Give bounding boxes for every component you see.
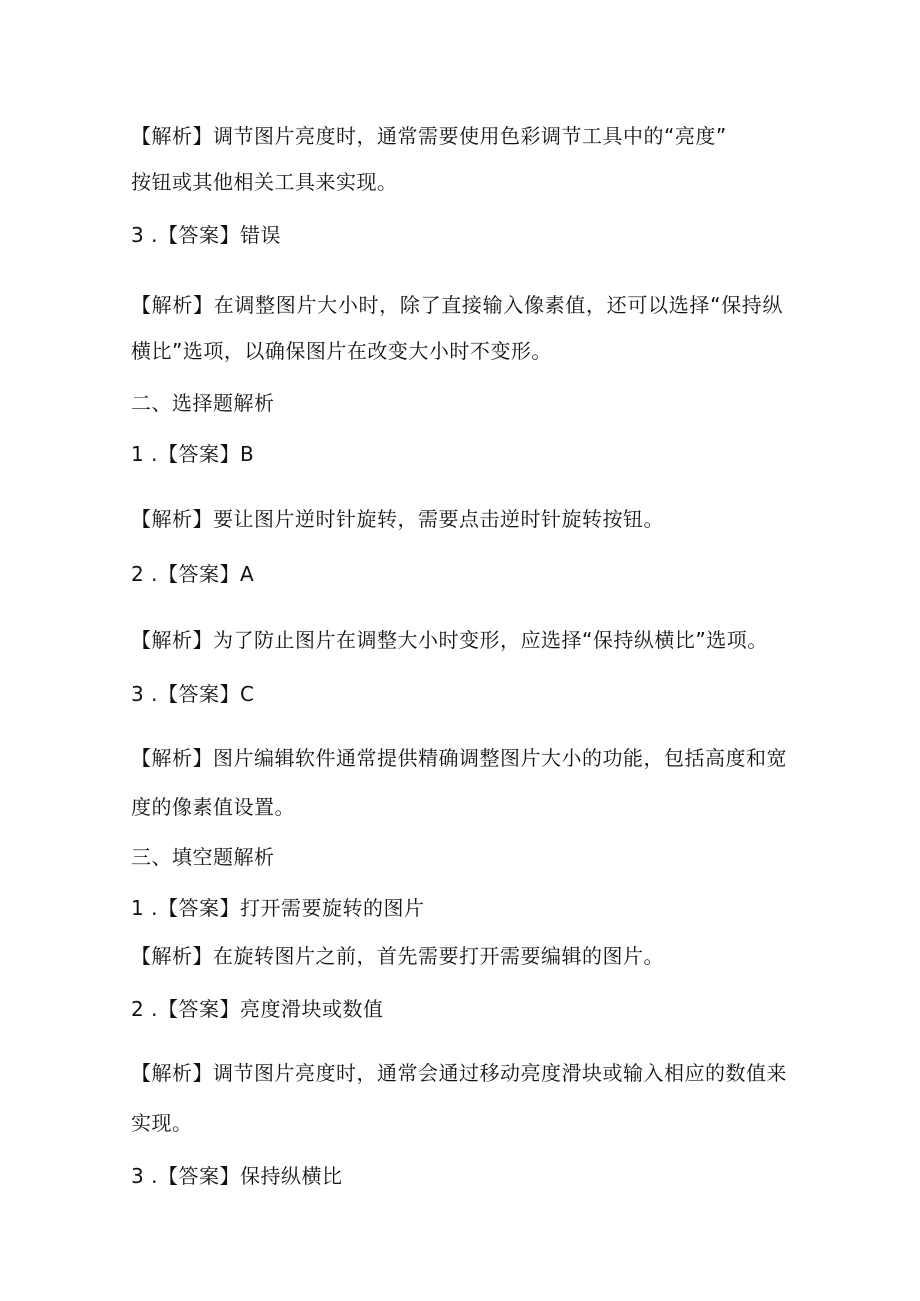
answer-line: 3 .【答案】错误 <box>131 223 281 247</box>
analysis-line-continued: 横比”选项，以确保图片在改变大小时不变形。 <box>131 339 552 363</box>
analysis-line: 【解析】要让图片逆时针旋转，需要点击逆时针旋转按钮。 <box>131 507 664 531</box>
analysis-line: 【解析】调节图片亮度时，通常会通过移动亮度滑块或输入相应的数值来 <box>131 1061 787 1085</box>
analysis-line-continued: 实现。 <box>131 1111 193 1135</box>
answer-line: 1 .【答案】B <box>131 442 255 466</box>
analysis-line-continued: 度的像素值设置。 <box>131 795 295 819</box>
answer-line: 1 .【答案】打开需要旋转的图片 <box>131 896 425 920</box>
analysis-line-continued: 按钮或其他相关工具来实现。 <box>131 170 398 194</box>
answer-line: 2 .【答案】亮度滑块或数值 <box>131 997 384 1021</box>
answer-line: 2 .【答案】A <box>131 562 255 586</box>
section-heading: 二、选择题解析 <box>131 391 275 415</box>
answer-line: 3 .【答案】C <box>131 682 255 706</box>
analysis-line: 【解析】在旋转图片之前，首先需要打开需要编辑的图片。 <box>131 944 664 968</box>
analysis-line: 【解析】调节图片亮度时，通常需要使用色彩调节工具中的“亮度” <box>131 124 727 148</box>
analysis-line: 【解析】为了防止图片在调整大小时变形，应选择“保持纵横比”选项。 <box>131 628 768 652</box>
analysis-line: 【解析】图片编辑软件通常提供精确调整图片大小的功能，包括高度和宽 <box>131 746 787 770</box>
section-heading: 三、填空题解析 <box>131 845 275 869</box>
analysis-line: 【解析】在调整图片大小时，除了直接输入像素值，还可以选择“保持纵 <box>131 293 783 317</box>
answer-line: 3 .【答案】保持纵横比 <box>131 1164 343 1188</box>
